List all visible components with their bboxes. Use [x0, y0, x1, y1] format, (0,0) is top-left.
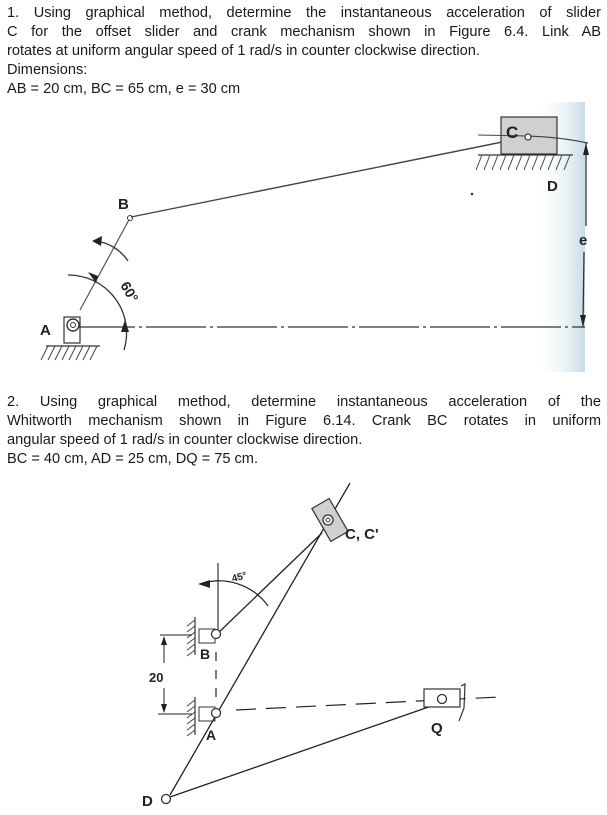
label-a2: A: [206, 727, 217, 743]
label-q: Q: [431, 720, 443, 737]
label-a: A: [40, 322, 51, 339]
angle-label-60: 60°: [117, 278, 142, 305]
dimension-20-label: 20: [149, 670, 164, 685]
label-b2: B: [200, 646, 211, 662]
problem-1-dimensions-heading: Dimensions:: [7, 62, 88, 78]
label-c-c-prime: C, C': [345, 526, 379, 543]
label-d: D: [547, 178, 558, 195]
problem-1-line-1: 1. Using graphical method, determine the instantaneous acceleration of slider: [7, 5, 601, 21]
label-e: e: [579, 232, 588, 249]
label-d2: D: [142, 793, 153, 810]
problem-2-line-1: 2. Using graphical method, determine instantaneous acceleration of the: [7, 394, 601, 410]
problem-1-dimensions: AB = 20 cm, BC = 65 cm, e = 30 cm: [7, 81, 241, 97]
problem-1-line-2: C for the offset slider and crank mechanism shown in Figure 6.4. Link AB: [7, 24, 601, 40]
label-c: C: [506, 123, 519, 142]
problem-2-line-2: Whitworth mechanism shown in Figure 6.14. Crank BC rotates in uniform: [7, 413, 601, 429]
label-b: B: [118, 196, 129, 213]
problem-1-line-3: rotates at uniform angular speed of 1 rad/s in counter clockwise direction.: [7, 43, 480, 59]
angle-label-45: 45°: [230, 570, 249, 585]
problem-2-dimensions: BC = 40 cm, AD = 25 cm, DQ = 75 cm.: [7, 451, 259, 467]
problem-2-line-3: angular speed of 1 rad/s in counter clockwise direction.: [7, 432, 363, 448]
